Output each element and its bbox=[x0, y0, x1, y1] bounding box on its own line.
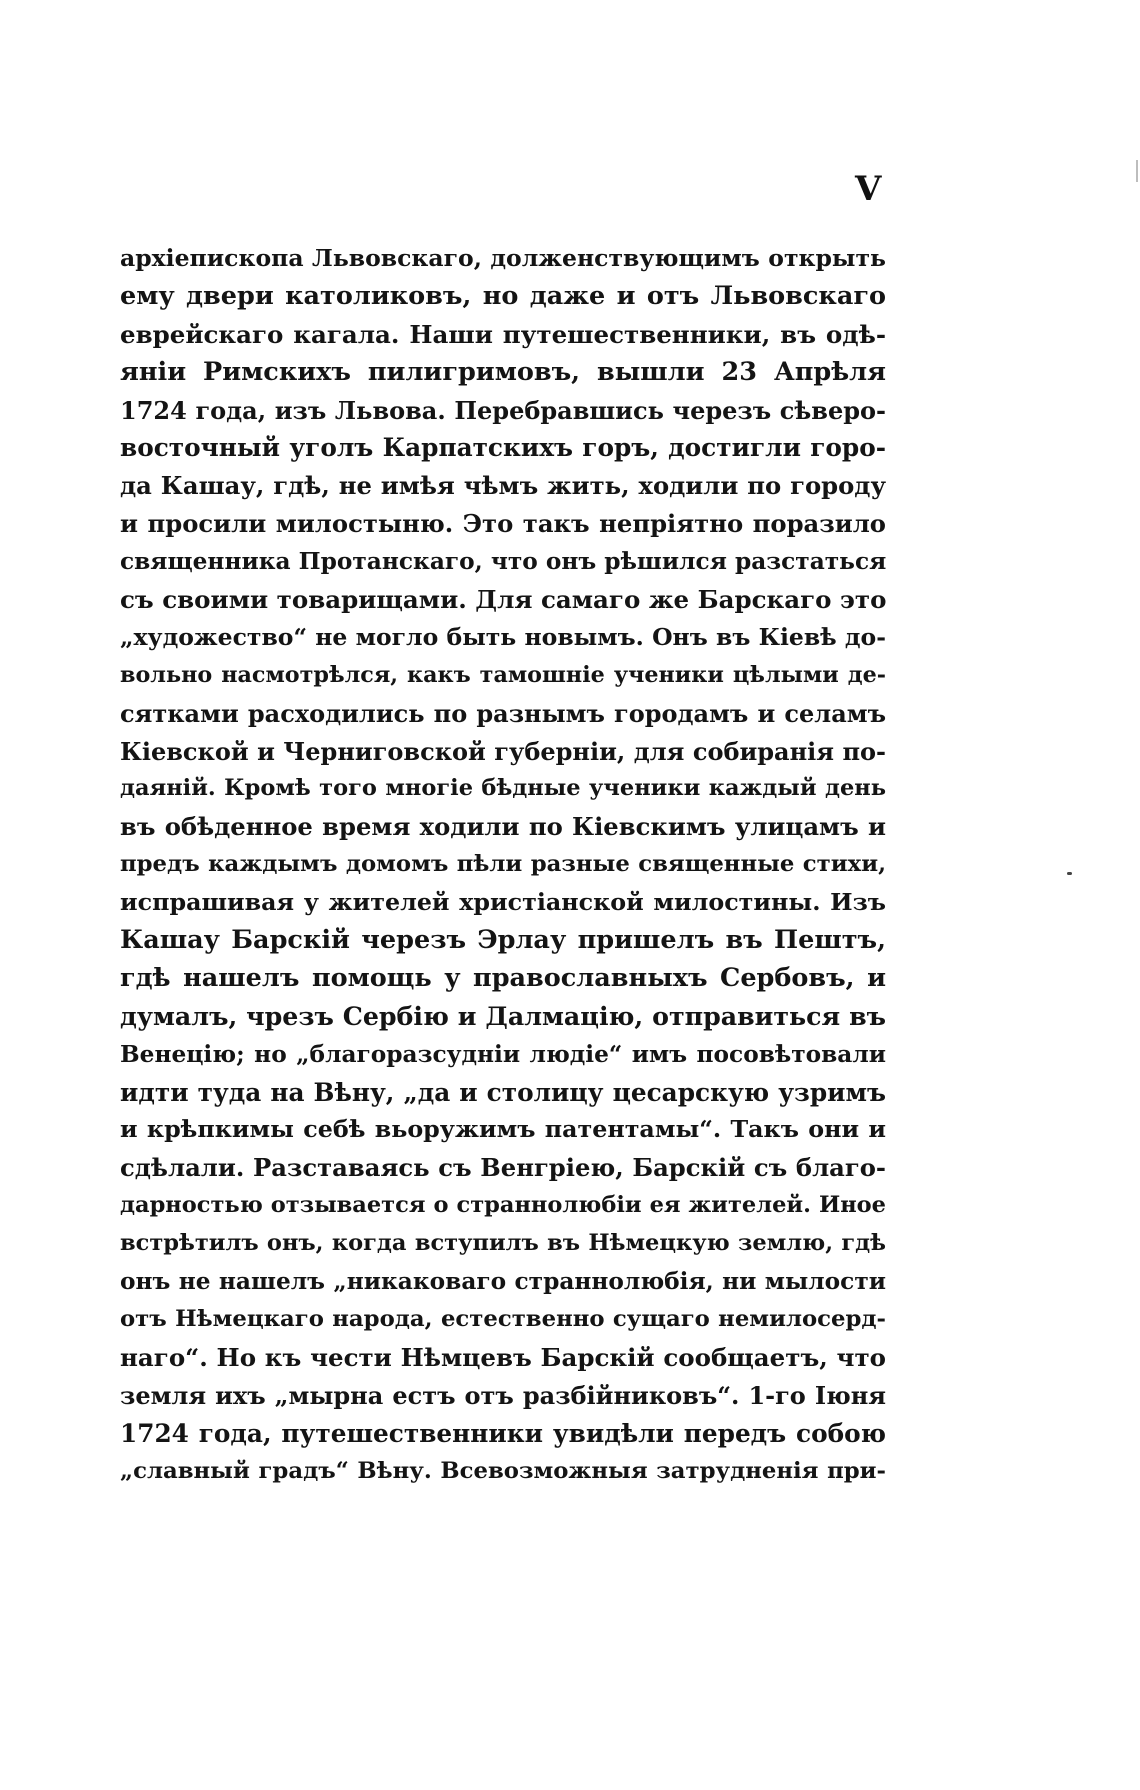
text-line: Венецію; но „благоразсудніи людіе“ имъ посовѣтовали bbox=[120, 1040, 886, 1068]
text-line: 1724 года, путешественники увидѣли передъ собою bbox=[120, 1418, 886, 1448]
text-line: отъ Нѣмецкаго народа, естественно сущаго немилосерд- bbox=[120, 1305, 886, 1332]
text-line: наго“. Но къ чести Нѣмцевъ Барскій сообщаетъ, что bbox=[120, 1342, 886, 1372]
text-line: 1724 года, изъ Львова. Перебравшись черезъ сѣверо- bbox=[120, 395, 886, 425]
text-line: думалъ, чрезъ Сербію и Далмацію, отправиться въ bbox=[120, 1000, 886, 1031]
text-line: архіепископа Львовскаго, долженствующимъ открыть bbox=[120, 244, 886, 272]
text-line: „художество“ не могло быть новымъ. Онъ въ Кіевѣ до- bbox=[120, 622, 886, 651]
text-line: дарностью отзывается о страннолюбіи ея жителей. Иное bbox=[120, 1192, 886, 1219]
text-line: гдѣ нашелъ помощь у православныхъ Сербовъ, и bbox=[120, 962, 886, 993]
scan-speck bbox=[1067, 872, 1072, 875]
text-line: „славный градъ“ Вѣну. Всевозможныя затрудненія при- bbox=[120, 1457, 886, 1484]
text-line: священника Протанскаго, что онъ рѣшился разстаться bbox=[120, 548, 886, 576]
text-line: испрашивая у жителей христіанской милостины. Изъ bbox=[120, 888, 886, 917]
text-line: земля ихъ „мырна естъ отъ разбійниковъ“. 1-го Іюня bbox=[120, 1380, 886, 1410]
text-line: и просили милостыню. Это такъ непріятно поразило bbox=[120, 509, 886, 539]
text-line: Кіевской и Черниговской губерніи, для собиранія по- bbox=[120, 736, 886, 766]
text-line: онъ не нашелъ „никаковаго страннолюбія, ни мылости bbox=[120, 1268, 886, 1296]
text-line: еврейскаго кагала. Наши путешественники, въ одѣ- bbox=[120, 319, 886, 349]
scan-edge-mark bbox=[1136, 160, 1138, 182]
text-line: предъ каждымъ домомъ пѣли разные священные стихи, bbox=[120, 851, 886, 878]
text-line: да Кашау, гдѣ, не имѣя чѣмъ жить, ходили по городу bbox=[120, 471, 886, 501]
text-line: восточный уголъ Карпатскихъ горъ, достигли горо- bbox=[120, 433, 886, 463]
text-line: Кашау Барскій черезъ Эрлау пришелъ въ Пештъ, bbox=[120, 925, 886, 956]
text-line: ему двери католиковъ, но даже и отъ Львовскаго bbox=[120, 280, 886, 311]
text-line: даяній. Кромѣ того многіе бѣдные ученики каждый день bbox=[120, 775, 886, 802]
page-number: V bbox=[855, 169, 882, 209]
text-line: встрѣтилъ онъ, когда вступилъ въ Нѣмецкую землю, гдѣ bbox=[120, 1230, 886, 1257]
body-text bbox=[120, 240, 886, 1490]
text-line: вольно насмотрѣлся, какъ тамошніе ученики цѣлыми де- bbox=[120, 661, 886, 688]
text-line: и крѣпкимы себѣ вьоружимъ патентамы“. Такъ они и bbox=[120, 1115, 886, 1144]
text-line: съ своими товарищами. Для самаго же Барскаго это bbox=[120, 585, 886, 615]
text-line: сятками расходились по разнымъ городамъ и селамъ bbox=[120, 698, 886, 728]
text-line: яніи Римскихъ пилигримовъ, вышли 23 Апрѣля bbox=[120, 356, 886, 387]
text-line: въ обѣденное время ходили по Кіевскимъ улицамъ и bbox=[120, 812, 886, 842]
text-line: идти туда на Вѣну, „да и столицу цесарскую узримъ bbox=[120, 1077, 886, 1107]
text-line: сдѣлали. Разставаясь съ Венгріею, Барскій съ благо- bbox=[120, 1153, 886, 1183]
